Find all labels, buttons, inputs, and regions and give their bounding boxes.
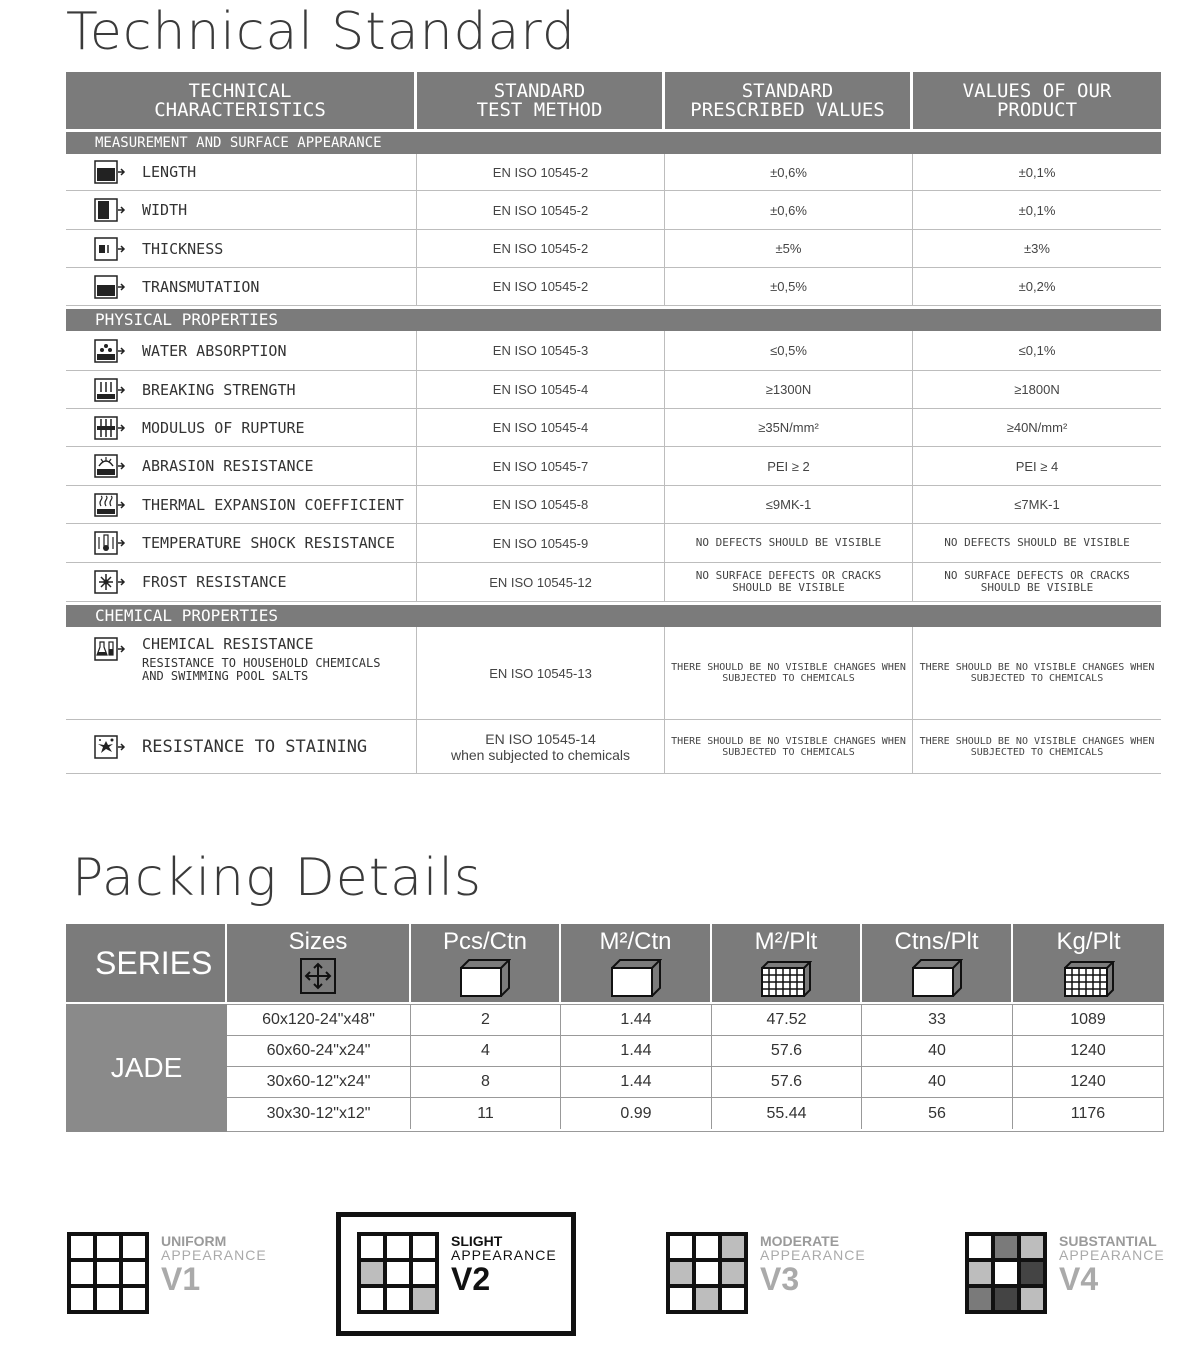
our-value-cell: ±0,1% — [1018, 164, 1056, 180]
packing-rows — [227, 1004, 1164, 1132]
our-value-cell: ±0,1% — [1018, 202, 1056, 218]
moderate-grid-icon — [666, 1232, 748, 1314]
our-value-cell: ≤0,1% — [1018, 343, 1056, 358]
packing-details-title: Packing Details — [72, 848, 483, 908]
pcs-cell: 2 — [411, 1005, 561, 1035]
characteristic-cell — [66, 563, 417, 601]
characteristic-subtitle: RESISTANCE TO HOUSEHOLD CHEMICALS AND SWIMMING POOL SALTS — [142, 656, 381, 683]
characteristic-name: TRANSMUTATION — [142, 277, 260, 296]
appearance-word: APPEARANCE — [1059, 1247, 1165, 1263]
table-row — [66, 371, 1161, 409]
our-value-cell: ≤7MK-1 — [1014, 497, 1060, 512]
m2-ctn-cell: 1.44 — [561, 1067, 712, 1097]
packing-table — [66, 924, 1164, 1132]
sizes-label: Sizes — [288, 928, 348, 955]
table-row — [66, 627, 1161, 720]
m2-ctn-cell: 0.99 — [561, 1098, 712, 1129]
prescribed-cell: ≤0,5% — [665, 331, 913, 370]
water-absorption-icon — [94, 337, 126, 365]
size-cell: 30x30-12"x12" — [227, 1098, 411, 1129]
m2-plt-cell: 47.52 — [712, 1005, 862, 1035]
kg-plt-cell: 1240 — [1070, 1073, 1106, 1090]
appearance-word: APPEARANCE — [161, 1247, 267, 1263]
appearance-word: APPEARANCE — [760, 1247, 866, 1263]
characteristic-cell — [66, 447, 417, 485]
prescribed-cell: NO DEFECTS SHOULD BE VISIBLE — [665, 524, 913, 562]
appearance-v4 — [965, 1232, 1165, 1314]
temperature-icon — [94, 529, 126, 557]
method-cell: EN ISO 10545-7 — [417, 447, 665, 485]
size-cell: 60x60-24"x24" — [227, 1036, 411, 1066]
section-measurement: MEASUREMENT AND SURFACE APPEARANCE — [66, 132, 1161, 154]
m2-ctn-cell: 1.44 — [561, 1005, 712, 1035]
m2-plt-cell: 57.6 — [712, 1036, 862, 1066]
prescribed-cell: ±0,5% — [665, 268, 913, 305]
characteristic-cell — [66, 331, 417, 370]
length-icon — [94, 158, 126, 186]
appearance-word: APPEARANCE — [451, 1247, 557, 1263]
chemical-resistance-text — [142, 635, 380, 683]
characteristic-name: CHEMICAL RESISTANCE — [142, 635, 314, 653]
appearance-v2 — [357, 1232, 557, 1314]
appearance-label — [1059, 1234, 1165, 1314]
table-row — [66, 720, 1161, 774]
method-cell: EN ISO 10545-4 — [417, 409, 665, 446]
appearance-v1 — [67, 1232, 267, 1314]
method-cell: EN ISO 10545-3 — [417, 331, 665, 370]
series-name: JADE — [66, 1004, 227, 1132]
characteristic-name: FROST RESISTANCE — [142, 573, 287, 591]
m2-plt-label: M²/Plt — [754, 928, 818, 955]
uniform-grid-icon — [67, 1232, 149, 1314]
header-prescribed-values: STANDARD PRESCRIBED VALUES — [665, 72, 913, 129]
resize-arrows-icon — [300, 958, 336, 994]
carton-icon — [610, 958, 662, 998]
table-row — [66, 486, 1161, 524]
header-our-values: VALUES OF OUR PRODUCT — [913, 72, 1161, 129]
table-row — [66, 154, 1161, 191]
table-row — [66, 409, 1161, 447]
method-cell: EN ISO 10545-8 — [417, 486, 665, 523]
our-value-cell: ±3% — [1024, 241, 1050, 256]
thermal-icon — [94, 491, 126, 519]
abrasion-icon — [94, 452, 126, 480]
header-ctns-plt — [862, 924, 1013, 1002]
ctns-plt-cell: 40 — [862, 1036, 1013, 1066]
thickness-icon — [94, 235, 126, 263]
ctns-plt-cell: 33 — [862, 1005, 1013, 1035]
header-m2-ctn — [561, 924, 712, 1002]
pallet-icon — [1063, 958, 1115, 998]
table-row — [66, 268, 1161, 306]
kg-plt-cell: 1176 — [1070, 1104, 1106, 1122]
prescribed-cell: ≥35N/mm² — [665, 409, 913, 446]
prescribed-cell: ±0,6% — [665, 191, 913, 229]
header-series: SERIES — [66, 924, 227, 1002]
prescribed-cell: THERE SHOULD BE NO VISIBLE CHANGES WHEN SUBJECTED TO CHEMICALS — [665, 720, 913, 773]
header-m2-plt — [712, 924, 862, 1002]
method-cell: EN ISO 10545-12 — [417, 563, 665, 601]
appearance-code: V1 — [161, 1261, 201, 1297]
appearance-label — [760, 1234, 866, 1314]
ctns-plt-label: Ctns/Plt — [894, 928, 979, 955]
characteristic-cell — [66, 524, 417, 562]
method-cell: EN ISO 10545-2 — [417, 154, 665, 190]
table-row — [66, 191, 1161, 230]
kg-plt-cell: 1240 — [1070, 1042, 1106, 1059]
carton-icon — [911, 958, 963, 998]
method-cell: EN ISO 10545-2 — [417, 268, 665, 305]
characteristic-cell — [66, 409, 417, 446]
characteristic-cell — [66, 627, 417, 719]
characteristic-cell — [66, 191, 417, 229]
header-pcs-ctn — [411, 924, 561, 1002]
size-cell: 30x60-12"x24" — [227, 1067, 411, 1097]
kg-plt-cell: 1089 — [1070, 1011, 1106, 1028]
appearance-v3 — [666, 1232, 866, 1314]
prescribed-cell: THERE SHOULD BE NO VISIBLE CHANGES WHEN SUBJECTED TO CHEMICALS — [665, 627, 913, 719]
characteristic-cell — [66, 371, 417, 408]
our-value-cell: NO DEFECTS SHOULD BE VISIBLE — [944, 536, 1130, 549]
characteristic-cell — [66, 720, 417, 773]
method-cell: EN ISO 10545-2 — [417, 191, 665, 229]
characteristic-name: BREAKING STRENGTH — [142, 380, 296, 399]
transmutation-icon — [94, 273, 126, 301]
section-chemical: CHEMICAL PROPERTIES — [66, 605, 1161, 627]
prescribed-cell: PEI ≥ 2 — [665, 447, 913, 485]
m2-plt-cell: 55.44 — [712, 1098, 862, 1129]
modulus-icon — [94, 414, 126, 442]
pcs-cell: 11 — [411, 1098, 561, 1129]
appearance-code: V2 — [451, 1261, 491, 1297]
appearance-label — [451, 1234, 557, 1314]
appearance-code: V3 — [760, 1261, 800, 1297]
characteristic-cell — [66, 486, 417, 523]
method-cell: EN ISO 10545-9 — [417, 524, 665, 562]
characteristic-name: WIDTH — [142, 201, 188, 219]
size-cell: 60x120-24"x48" — [227, 1005, 411, 1035]
table-row — [66, 230, 1161, 268]
header-sizes — [227, 924, 411, 1002]
section-physical: PHYSICAL PROPERTIES — [66, 309, 1161, 331]
substantial-grid-icon — [965, 1232, 1047, 1314]
appearance-level: UNIFORM — [161, 1233, 227, 1249]
appearance-level: SLIGHT — [451, 1233, 503, 1249]
table-row — [66, 563, 1161, 602]
technical-header-row — [66, 72, 1161, 129]
characteristic-cell — [66, 154, 417, 190]
chemical-icon — [94, 635, 126, 663]
technical-standard-title: Technical Standard — [66, 2, 576, 62]
appearance-level: MODERATE — [760, 1233, 840, 1249]
characteristic-name: LENGTH — [142, 163, 197, 181]
our-value-cell: ±0,2% — [1018, 279, 1056, 294]
slight-grid-icon — [357, 1232, 439, 1314]
width-icon — [94, 196, 126, 224]
characteristic-name: THICKNESS — [142, 239, 224, 258]
pcs-cell: 8 — [411, 1067, 561, 1097]
table-row — [227, 1005, 1163, 1036]
carton-icon — [459, 958, 511, 998]
our-value-cell: THERE SHOULD BE NO VISIBLE CHANGES WHEN SUBJECTED TO CHEMICALS — [919, 662, 1155, 684]
characteristic-name: THERMAL EXPANSION COEFFICIENT — [142, 495, 404, 514]
header-kg-plt — [1013, 924, 1164, 1002]
prescribed-cell: ≥1300N — [665, 371, 913, 408]
technical-table — [66, 72, 1161, 774]
appearance-code: V4 — [1059, 1261, 1099, 1297]
packing-header-row — [66, 924, 1164, 1002]
ctns-plt-cell: 56 — [862, 1098, 1013, 1129]
kg-plt-label: Kg/Plt — [1056, 928, 1121, 955]
characteristic-name: MODULUS OF RUPTURE — [142, 418, 305, 437]
characteristic-name: ABRASION RESISTANCE — [142, 457, 314, 475]
our-value-cell: ≥40N/mm² — [1006, 420, 1068, 435]
method-cell: EN ISO 10545-14 when subjected to chemicals — [417, 720, 665, 773]
pcs-cell: 4 — [411, 1036, 561, 1066]
table-row — [66, 447, 1161, 486]
m2-ctn-cell: 1.44 — [561, 1036, 712, 1066]
characteristic-name: RESISTANCE TO STAINING — [142, 736, 368, 757]
characteristic-name: WATER ABSORPTION — [142, 341, 287, 360]
characteristic-cell — [66, 268, 417, 305]
pcs-ctn-label: Pcs/Ctn — [442, 928, 528, 955]
header-characteristics: TECHNICAL CHARACTERISTICS — [66, 72, 417, 129]
staining-icon — [94, 733, 126, 761]
method-cell: EN ISO 10545-4 — [417, 371, 665, 408]
m2-ctn-label: M²/Ctn — [599, 928, 672, 955]
method-cell: EN ISO 10545-13 — [417, 627, 665, 719]
prescribed-cell: ≤9MK-1 — [665, 486, 913, 523]
prescribed-cell: ±0,6% — [665, 154, 913, 190]
characteristic-cell — [66, 230, 417, 267]
header-test-method: STANDARD TEST METHOD — [417, 72, 665, 129]
frost-icon — [94, 568, 126, 596]
appearance-level: SUBSTANTIAL — [1059, 1233, 1157, 1249]
appearance-label — [161, 1234, 267, 1314]
characteristic-name: TEMPERATURE SHOCK RESISTANCE — [142, 534, 395, 552]
our-value-cell: THERE SHOULD BE NO VISIBLE CHANGES WHEN SUBJECTED TO CHEMICALS — [919, 735, 1155, 758]
prescribed-cell: NO SURFACE DEFECTS OR CRACKS SHOULD BE VISIBLE — [665, 563, 913, 601]
prescribed-cell: ±5% — [665, 230, 913, 267]
table-row — [66, 331, 1161, 371]
packing-body — [66, 1004, 1164, 1132]
pallet-icon — [760, 958, 812, 998]
breaking-strength-icon — [94, 376, 126, 404]
our-value-cell: NO SURFACE DEFECTS OR CRACKS SHOULD BE VISIBLE — [944, 569, 1130, 594]
table-row — [66, 524, 1161, 563]
m2-plt-cell: 57.6 — [712, 1067, 862, 1097]
method-cell: EN ISO 10545-2 — [417, 230, 665, 267]
our-value-cell: PEI ≥ 4 — [1015, 458, 1059, 474]
ctns-plt-cell: 40 — [862, 1067, 1013, 1097]
table-row — [227, 1067, 1163, 1098]
table-row — [227, 1036, 1163, 1067]
table-row — [227, 1098, 1163, 1129]
our-value-cell: ≥1800N — [1014, 382, 1060, 397]
